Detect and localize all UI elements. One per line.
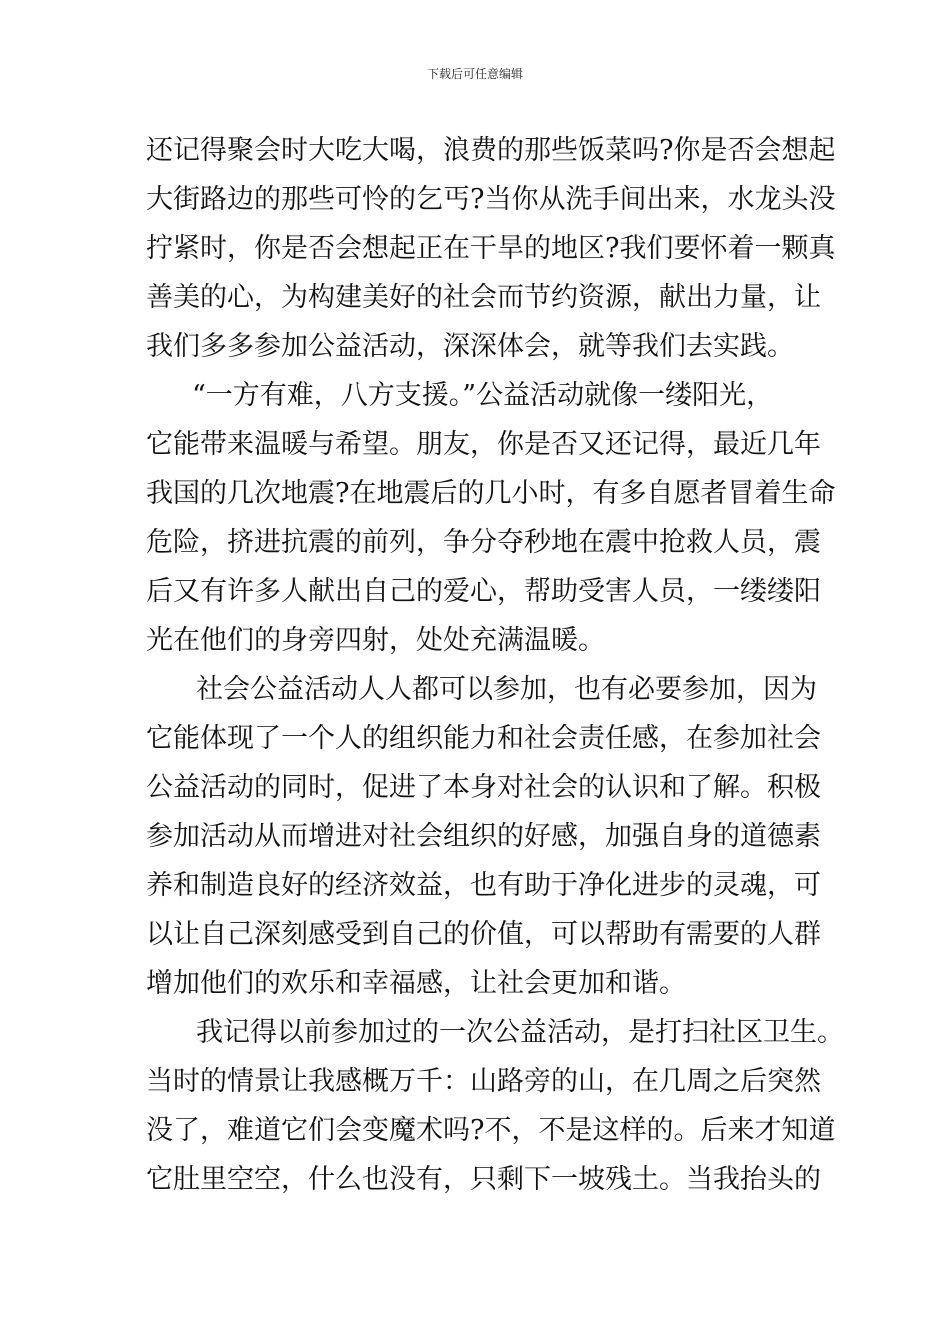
- text-line: 大街路边的那些可怜的乞丐?当你从洗手间出来，水龙头没: [146, 184, 836, 215]
- text-line: 光在他们的身旁四射，处处充满温暖。: [146, 625, 605, 656]
- text-line: 它能体现了一个人的组织能力和社会责任感，在参加社会: [146, 723, 821, 754]
- paragraph-first-line: 社会公益活动人人都可以参加，也有必要参加，因为: [196, 674, 817, 705]
- text-line: 当时的情景让我感概万千：山路旁的山，在几周之后突然: [146, 1066, 821, 1097]
- text-line: 参加活动从而增进对社会组织的好感，加强自身的道德素: [146, 821, 821, 852]
- text-line: 养和制造良好的经济效益，也有助于净化进步的灵魂，可: [146, 870, 821, 901]
- text-line: 它能带来温暖与希望。朋友，你是否又还记得，最近几年: [146, 429, 821, 460]
- text-line: 增加他们的欢乐和幸福感，让社会更加和谐。: [146, 968, 686, 999]
- text-line: 拧紧时，你是否会想起正在干旱的地区?我们要怀着一颗真: [146, 233, 836, 264]
- text-line: 危险，挤进抗震的前列，争分夺秒地在震中抢救人员，震: [146, 527, 821, 558]
- text-line: 还记得聚会时大吃大喝，浪费的那些饭菜吗?你是否会想起: [146, 135, 836, 166]
- text-line: 善美的心，为构建美好的社会而节约资源，献出力量，让: [146, 282, 821, 313]
- text-line: 我们多多参加公益活动，深深体会，就等我们去实践。: [146, 331, 794, 362]
- text-line: 后又有许多人献出自己的爱心，帮助受害人员，一缕缕阳: [146, 576, 821, 607]
- text-line: 它肚里空空，什么也没有，只剩下一坡残土。当我抬头的: [146, 1164, 821, 1195]
- paragraph-first-line: “一方有难，八方支援。”公益活动就像一缕阳光，: [192, 380, 774, 411]
- body-text: [146, 126, 844, 1204]
- paragraph-first-line: 我记得以前参加过的一次公益活动，是打扫社区卫生。: [196, 1017, 844, 1048]
- text-line: 没了，难道它们会变魔术吗?不，不是这样的。后来才知道: [146, 1115, 836, 1146]
- text-line: 公益活动的同时，促进了本身对社会的认识和了解。积极: [146, 772, 821, 803]
- page-header: 下载后可任意编辑: [426, 67, 523, 81]
- text-line: 以让自己深刻感受到自己的价值，可以帮助有需要的人群: [146, 919, 821, 950]
- text-line: 我国的几次地震?在地震后的几小时，有多自愿者冒着生命: [146, 478, 836, 509]
